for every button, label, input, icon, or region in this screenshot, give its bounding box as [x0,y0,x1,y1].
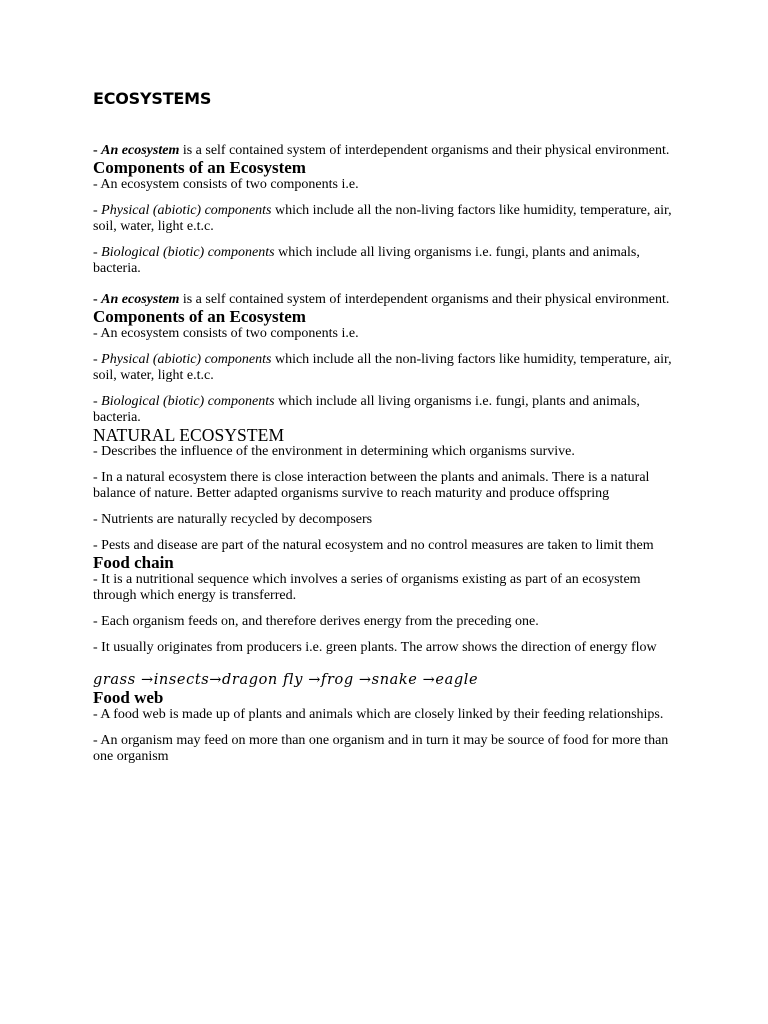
definition-dash: - [93,143,102,158]
natural-ecosystem-p3: - Nutrients are naturally recycled by decomposers [93,512,373,527]
biological-components-2 [93,394,683,426]
food-chain-p2: - Each organism feeds on, and therefore derives energy from the preceding one. [93,614,539,629]
natural-ecosystem-p2: - In a natural ecosystem there is close interaction between the plants and animals. There is a natural balance of nature. Better adapted organisms survive to reach maturity and produce offspring [93,470,650,501]
components-heading-2: Components of an Ecosystem [93,307,306,326]
food-chain-heading: Food chain [93,553,174,572]
food-chain-sequence: grass →insects→dragon fly →frog →snake →eagle [93,672,479,688]
physical-dash: - [93,352,102,367]
food-web-p2: - An organism may feed on more than one organism and in turn it may be source of food for more than one organism [93,733,669,764]
document-title: ECOSYSTEMS [93,89,212,108]
definition-term: An ecosystem [101,143,180,158]
definition-text: is a self contained system of interdependent organisms and their physical environment. [179,143,670,158]
components-intro-2: - An ecosystem consists of two components i.e. [93,326,359,341]
biological-dash: - [93,394,102,409]
components-intro-1: - An ecosystem consists of two components i.e. [93,177,359,192]
physical-term: Physical (abiotic) components [101,203,272,218]
natural-ecosystem-p4: - Pests and disease are part of the natural ecosystem and no control measures are taken to limit them [93,538,654,553]
definition-text: is a self contained system of interdependent organisms and their physical environment. [179,292,670,307]
biological-text: which include all living organisms i.e. fungi, plants and animals, bacteria. [93,394,640,425]
definition-dash: - [93,292,102,307]
ecosystem-definition-1 [93,143,683,159]
biological-term: Biological (biotic) components [101,394,275,409]
food-chain-p3: - It usually originates from producers i.e. green plants. The arrow shows the direction of energy flow [93,640,657,655]
natural-ecosystem-heading: NATURAL ECOSYSTEM [93,425,285,445]
biological-text: which include all living organisms i.e. fungi, plants and animals, bacteria. [93,245,640,276]
physical-term: Physical (abiotic) components [101,352,272,367]
food-web-p1: - A food web is made up of plants and animals which are closely linked by their feeding relationships. [93,707,664,722]
document-body [93,143,683,765]
biological-components-1 [93,245,683,277]
physical-text: which include all the non-living factors like humidity, temperature, air, soil, water, light e.t.c. [93,203,672,234]
food-chain-p1: - It is a nutritional sequence which involves a series of organisms existing as part of an ecosystem through which energy is transferred. [93,572,641,603]
physical-components-1 [93,203,683,235]
physical-dash: - [93,203,102,218]
natural-ecosystem-p1: - Describes the influence of the environment in determining which organisms survive. [93,444,575,459]
physical-components-2 [93,352,683,384]
physical-text: which include all the non-living factors like humidity, temperature, air, soil, water, light e.t.c. [93,352,672,383]
biological-term: Biological (biotic) components [101,245,275,260]
food-web-heading: Food web [93,688,164,707]
components-heading-1: Components of an Ecosystem [93,158,306,177]
definition-term: An ecosystem [101,292,180,307]
ecosystem-definition-2 [93,292,683,308]
biological-dash: - [93,245,102,260]
